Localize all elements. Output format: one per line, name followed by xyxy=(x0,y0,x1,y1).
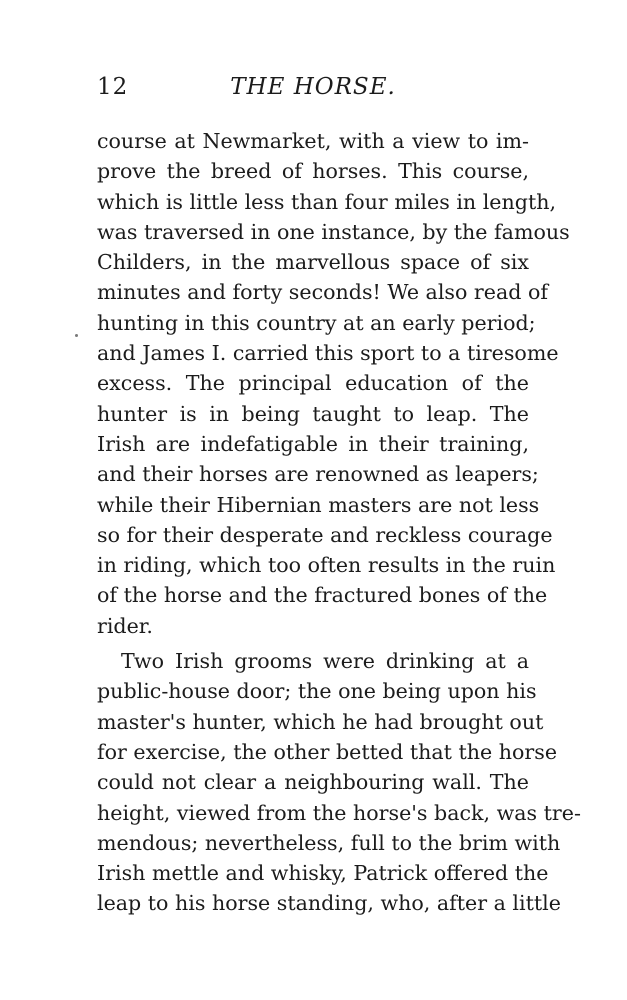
text-line: Irish are indefatigable in their training, xyxy=(97,431,529,456)
text-line: master's hunter, which he had brought out xyxy=(97,709,544,734)
text-line: excess. The principal education of the xyxy=(97,371,529,396)
text-line: and James I. carried this sport to a tiresome xyxy=(97,341,559,366)
page-number: 12 xyxy=(97,74,129,100)
text-line: was traversed in one instance, by the famous xyxy=(97,219,570,244)
print-speck xyxy=(75,334,78,337)
text-line: Two Irish grooms were drinking at a xyxy=(121,649,529,674)
text-line: in riding, which too often results in the ruin xyxy=(97,553,556,578)
text-line: which is little less than four miles in length, xyxy=(97,189,557,214)
text-line: rider. xyxy=(97,613,153,638)
text-line: could not clear a neighbouring wall. The xyxy=(97,770,529,795)
text-line: for exercise, the other betted that the horse xyxy=(97,739,558,764)
text-line: mendous; nevertheless, full to the brim with xyxy=(97,830,561,855)
text-line: leap to his horse standing, who, after a little xyxy=(97,891,561,916)
text-line: Irish mettle and whisky, Patrick offered the xyxy=(97,861,549,886)
text-line: and their horses are renowned as leapers; xyxy=(97,462,539,487)
text-line: prove the breed of horses. This course, xyxy=(97,159,529,184)
paragraph-2 xyxy=(97,646,581,919)
text-line: Childers, in the marvellous space of six xyxy=(97,250,529,275)
page-header xyxy=(97,74,529,110)
body-text xyxy=(97,126,581,919)
paragraph-1 xyxy=(97,126,570,641)
text-line: height, viewed from the horse's back, was tre- xyxy=(97,800,581,825)
text-line: hunter is in being taught to leap. The xyxy=(97,401,529,426)
text-line: minutes and forty seconds! We also read of xyxy=(97,280,548,305)
text-line: course at Newmarket, with a view to im- xyxy=(97,129,529,153)
text-line: hunting in this country at an early period; xyxy=(97,310,536,335)
text-line: so for their desperate and reckless courage xyxy=(97,522,553,547)
running-title: THE HORSE. xyxy=(230,74,396,100)
text-line: while their Hibernian masters are not less xyxy=(97,492,540,517)
text-line: of the horse and the fractured bones of the xyxy=(97,583,548,608)
text-line: public-house door; the one being upon his xyxy=(97,679,537,704)
